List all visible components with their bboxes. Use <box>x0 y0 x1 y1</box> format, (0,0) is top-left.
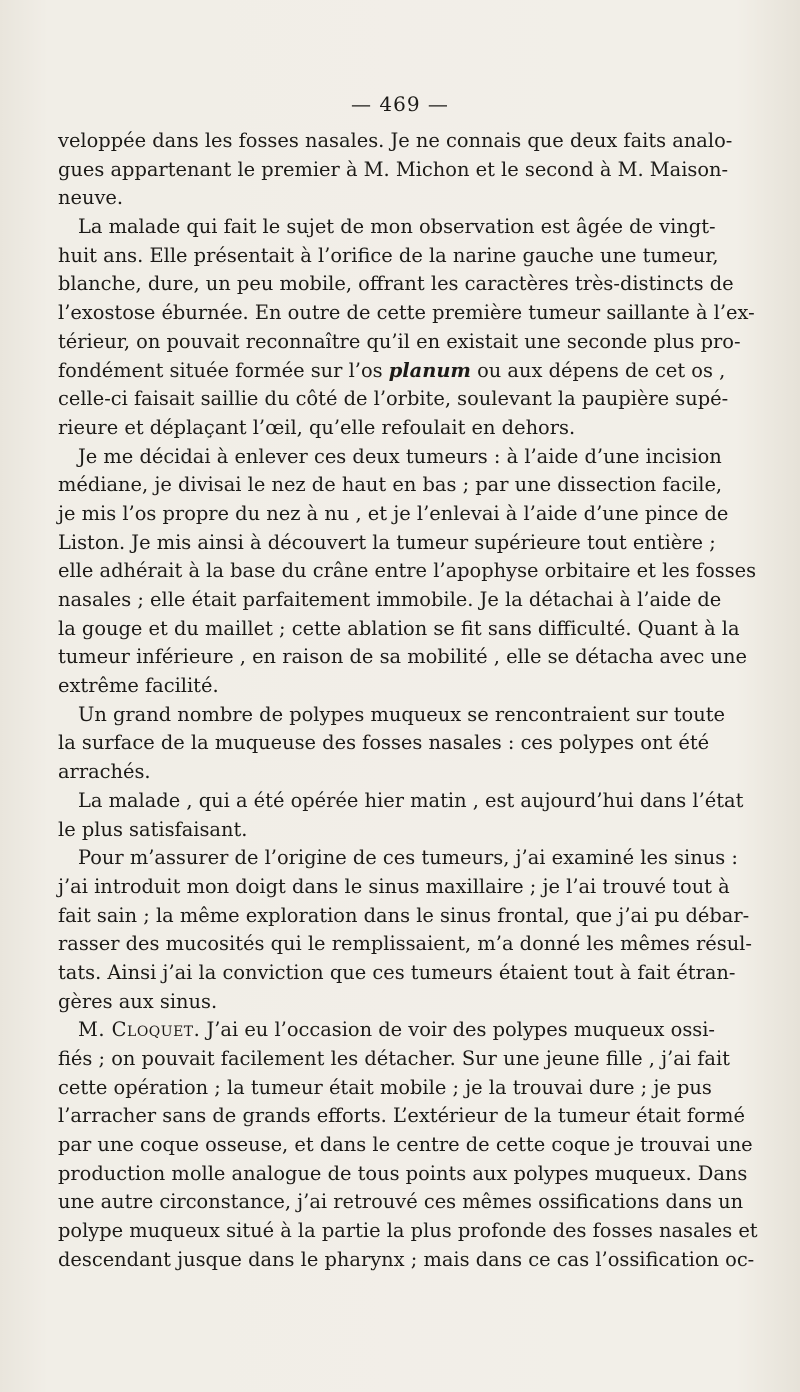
text-segment: ou aux dépens de cet os , <box>470 358 726 382</box>
text-line: par une coque osseuse, et dans le centre de cette coque je trouvai une <box>58 1133 753 1157</box>
paragraph <box>58 844 752 1016</box>
paragraph <box>58 1016 758 1274</box>
body-text <box>58 127 758 1275</box>
text-line: je mis l’os propre du nez à nu , et je l’enlevai à l’aide d’une pince de <box>58 501 729 525</box>
text-line: production molle analogue de tous points aux polypes muqueux. Dans <box>58 1161 748 1185</box>
text-line: rieure et déplaçant l’œil, qu’elle refoulait en dehors. <box>58 415 576 439</box>
text-line: La malade qui fait le sujet de mon observation est âgée de vingt- <box>78 215 716 239</box>
text-line: j’ai introduit mon doigt dans le sinus maxillaire ; je l’ai trouvé tout à <box>58 874 730 898</box>
text-line: neuve. <box>58 186 124 210</box>
text-line: huit ans. Elle présentait à l’orifice de la narine gauche une tumeur, <box>58 243 719 267</box>
text-line: la surface de la muqueuse des fosses nasales : ces polypes ont été <box>58 731 710 755</box>
emphasis-planum: planum <box>388 358 471 382</box>
text-line: tumeur inférieure , en raison de sa mobilité , elle se détacha avec une <box>58 645 747 669</box>
paragraph <box>58 443 757 701</box>
text-line: polype muqueux situé à la partie la plus profonde des fosses nasales et <box>58 1219 758 1243</box>
paragraph <box>58 127 733 213</box>
text-line: médiane, je divisai le nez de haut en bas ; par une dissection facile, <box>58 473 723 497</box>
paragraph <box>58 787 744 844</box>
text-line: Je me décidai à enlever ces deux tumeurs : à l’aide d’une incision <box>78 444 722 468</box>
text-segment: J’ai eu l’occasion de voir des polypes muqueux ossi- <box>200 1018 715 1042</box>
text-line: extrême facilité. <box>58 674 219 698</box>
text-line: elle adhérait à la base du crâne entre l’apophyse orbitaire et les fosses <box>58 559 757 583</box>
text-line: le plus satisfaisant. <box>58 817 248 841</box>
text-line: tats. Ainsi j’ai la conviction que ces tumeurs étaient tout à fait étran- <box>58 960 736 984</box>
text-line: gues appartenant le premier à M. Michon et le second à M. Maison- <box>58 157 729 181</box>
text-line: veloppée dans les fosses nasales. Je ne connais que deux faits analo- <box>58 129 733 152</box>
text-line: l’arracher sans de grands efforts. L’extérieur de la tumeur était formé <box>58 1104 745 1128</box>
text-line: arrachés. <box>58 760 151 784</box>
text-line: cette opération ; la tumeur était mobile ; je la trouvai dure ; je pus <box>58 1075 712 1099</box>
text-line <box>58 357 726 386</box>
text-line: La malade , qui a été opérée hier matin , est aujourd’hui dans l’état <box>78 788 744 812</box>
paragraph <box>58 701 725 787</box>
text-line: nasales ; elle était parfaitement immobile. Je la détachai à l’aide de <box>58 588 722 611</box>
page-number: — 469 — <box>351 92 449 116</box>
text-line: blanche, dure, un peu mobile, offrant les caractères très-distincts de <box>58 272 734 296</box>
paragraph <box>58 213 755 443</box>
text-line: fait sain ; la même exploration dans le sinus frontal, que j’ai pu débar- <box>58 903 750 927</box>
speaker-name: M. Cloquet. <box>78 1018 201 1042</box>
text-line: Pour m’assurer de l’origine de ces tumeurs, j’ai examiné les sinus : <box>78 846 738 870</box>
text-line: Liston. Je mis ainsi à découvert la tumeur supérieure tout entière ; <box>58 530 716 554</box>
text-line: l’exostose éburnée. En outre de cette première tumeur saillante à l’ex- <box>58 301 755 325</box>
text-line: gères aux sinus. <box>58 989 218 1013</box>
text-line: Un grand nombre de polypes muqueux se rencontraient sur toute <box>78 702 725 726</box>
text-line: une autre circonstance, j’ai retrouvé ces mêmes ossifications dans un <box>58 1190 744 1214</box>
text-line: celle-ci faisait saillie du côté de l’orbite, soulevant la paupière supé- <box>58 387 729 411</box>
text-segment: fondément située formée sur l’os <box>58 358 389 382</box>
text-line: descendant jusque dans le pharynx ; mais dans ce cas l’ossification oc- <box>58 1247 755 1271</box>
text-line <box>58 1016 715 1045</box>
text-line: la gouge et du maillet ; cette ablation se fit sans difficulté. Quant à la <box>58 616 740 640</box>
text-line: térieur, on pouvait reconnaître qu’il en existait une seconde plus pro- <box>58 329 741 353</box>
text-line: fiés ; on pouvait facilement les détacher. Sur une jeune fille , j’ai fait <box>58 1047 730 1070</box>
text-line: rasser des mucosités qui le remplissaient, m’a donné les mêmes résul- <box>58 932 752 956</box>
